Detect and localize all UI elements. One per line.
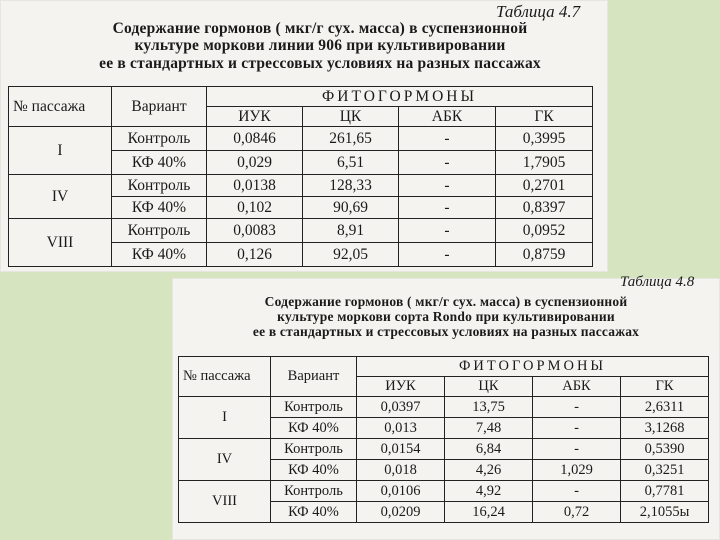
value-cell: 0,3995 [496, 127, 593, 151]
header-variant: Вариант [112, 87, 207, 127]
variant-cell: Контроль [271, 481, 357, 502]
value-cell: 3,1268 [621, 418, 709, 439]
value-cell: 0,0106 [357, 481, 445, 502]
value-cell: 0,0952 [496, 219, 593, 243]
value-cell: 0,0154 [357, 439, 445, 460]
value-cell: - [399, 127, 496, 151]
variant-cell: КФ 40% [112, 151, 207, 175]
value-cell: 92,05 [303, 243, 399, 267]
value-cell: 13,75 [445, 397, 533, 418]
header-col: ИУК [357, 377, 445, 397]
variant-cell: КФ 40% [271, 460, 357, 481]
passage-cell: I [179, 397, 271, 439]
value-cell: 0,102 [207, 197, 303, 219]
value-cell: - [533, 481, 621, 502]
value-cell: 0,7781 [621, 481, 709, 502]
value-cell: 0,013 [357, 418, 445, 439]
table-title [40, 20, 600, 72]
value-cell: 8,91 [303, 219, 399, 243]
value-cell: 0,0138 [207, 175, 303, 197]
header-group: ФИТОГОРМОНЫ [207, 87, 593, 107]
table-title-line: Содержание гормонов ( мкг/г сух. масса) в суспензионной [112, 20, 528, 37]
table-title-line: ее в стандартных и стрессовых условиях на разных пассажах [252, 324, 640, 340]
value-cell: 128,33 [303, 175, 399, 197]
variant-cell: КФ 40% [271, 418, 357, 439]
variant-cell: Контроль [112, 127, 207, 151]
value-cell: 0,3251 [621, 460, 709, 481]
value-cell: 4,92 [445, 481, 533, 502]
value-cell: 6,84 [445, 439, 533, 460]
table-row [179, 397, 709, 418]
value-cell: 0,0209 [357, 502, 445, 523]
value-cell: 1,029 [533, 460, 621, 481]
table-title-line: культуре моркови сорта Rondo при культивировании [277, 309, 615, 325]
value-cell: 6,51 [303, 151, 399, 175]
value-cell: 7,48 [445, 418, 533, 439]
table-row [179, 481, 709, 502]
value-cell: - [399, 175, 496, 197]
value-cell: 1,7905 [496, 151, 593, 175]
variant-cell: Контроль [112, 175, 207, 197]
value-cell: 16,24 [445, 502, 533, 523]
variant-cell: Контроль [112, 219, 207, 243]
header-col: АБК [533, 377, 621, 397]
header-passage: № пассажа [9, 87, 112, 127]
value-cell: 0,2701 [496, 175, 593, 197]
table-title-line: Содержание гормонов ( мкг/г сух. масса) в суспензионной [264, 294, 628, 309]
header-col: ЦК [303, 107, 399, 127]
hormone-table [178, 356, 709, 523]
variant-cell: КФ 40% [112, 243, 207, 267]
header-passage: № пассажа [179, 357, 271, 397]
header-col: ГК [621, 377, 709, 397]
passage-cell: IV [179, 439, 271, 481]
value-cell: 0,0083 [207, 219, 303, 243]
header-col: ГК [496, 107, 593, 127]
value-cell: 0,018 [357, 460, 445, 481]
value-cell: 0,0846 [207, 127, 303, 151]
value-cell: 4,26 [445, 460, 533, 481]
table-title [196, 294, 696, 339]
table-title-line: ее в стандартных и стрессовых условиях на разных пассажах [99, 54, 541, 72]
hormone-table [8, 86, 593, 267]
variant-cell: Контроль [271, 397, 357, 418]
value-cell: - [399, 151, 496, 175]
value-cell: 2,1055ы [621, 502, 709, 523]
header-col: ЦК [445, 377, 533, 397]
value-cell: 0,8397 [496, 197, 593, 219]
value-cell: 0,72 [533, 502, 621, 523]
table-row [9, 175, 593, 197]
passage-cell: VIII [9, 219, 112, 267]
value-cell: 0,029 [207, 151, 303, 175]
variant-cell: Контроль [271, 439, 357, 460]
variant-cell: КФ 40% [271, 502, 357, 523]
table-label: Таблица 4.8 [620, 274, 695, 290]
table-row [9, 127, 593, 151]
value-cell: 2,6311 [621, 397, 709, 418]
value-cell: - [533, 439, 621, 460]
value-cell: 261,65 [303, 127, 399, 151]
variant-cell: КФ 40% [112, 197, 207, 219]
table-label: Таблица 4.7 [496, 2, 581, 21]
header-variant: Вариант [271, 357, 357, 397]
header-group: ФИТОГОРМОНЫ [357, 357, 709, 377]
passage-cell: I [9, 127, 112, 175]
table-title-line: культуре моркови линии 906 при культивировании [134, 37, 506, 55]
header-col: АБК [399, 107, 496, 127]
value-cell: - [399, 197, 496, 219]
value-cell: 0,0397 [357, 397, 445, 418]
table-row [179, 439, 709, 460]
value-cell: - [533, 418, 621, 439]
header-col: ИУК [207, 107, 303, 127]
value-cell: 0,8759 [496, 243, 593, 267]
value-cell: - [399, 243, 496, 267]
value-cell: 90,69 [303, 197, 399, 219]
value-cell: 0,5390 [621, 439, 709, 460]
value-cell: 0,126 [207, 243, 303, 267]
passage-cell: VIII [179, 481, 271, 523]
value-cell: - [533, 397, 621, 418]
table-row [9, 219, 593, 243]
passage-cell: IV [9, 175, 112, 219]
value-cell: - [399, 219, 496, 243]
